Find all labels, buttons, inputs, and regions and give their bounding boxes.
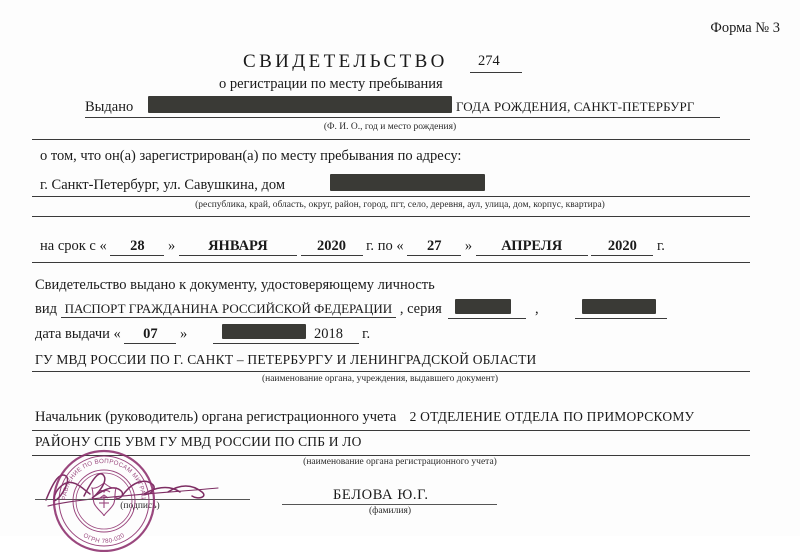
chief-row [35,409,694,426]
caption-fio: (Ф. И. О., год и место рождения) [323,122,457,132]
doc-series-label: , серия [399,301,442,317]
chief-rule [32,430,750,431]
redacted-address-block [330,174,485,191]
caption-address: (республика, край, область, округ, район, город, пгт, село, деревня, аул, улица, дом, корпус, квартира) [195,200,605,210]
redacted-passport-series [455,299,511,314]
term-from-year-suffix: г. [366,238,375,254]
term-to-month: АПРЕЛЯ [476,238,588,256]
signatory-name-rule [282,504,497,505]
official-stamp [26,447,196,552]
term-to-year: 2020 [591,238,653,256]
certificate-number: 274 [478,53,500,69]
address-rule-second [32,216,750,217]
signatory-name: БЕЛОВА Ю.Г. [333,487,429,503]
issuing-authority-rule [32,371,750,372]
doc-series-comma: , [535,301,539,317]
stamp-top-text: УПРАВЛЕНИЕ ПО ВОПРОСАМ МИГРАЦИИ [60,457,148,503]
chief-label: Начальник (руководитель) органа регистрационного учета [35,409,397,425]
issued-to-rule [85,117,720,118]
doc-type-value: ПАСПОРТ ГРАЖДАНИНА РОССИЙСКОЙ ФЕДЕРАЦИИ [61,301,397,318]
redacted-name-block [148,96,452,113]
term-from-day: 28 [110,238,164,256]
term-row [40,238,665,256]
registration-statement: о том, что он(а) зарегистрирован(а) по месту пребывания по адресу: [40,148,462,164]
doc-date-label: дата выдачи [35,326,110,342]
registration-authority-line1: 2 ОТДЕЛЕНИЕ ОТДЕЛА ПО ПРИМОРСКОМУ [409,409,695,424]
issued-to-rule-second [32,139,750,140]
doc-date-day: 07 [124,326,176,344]
caption-signature: (подпись) [120,501,160,511]
doc-date-quote-close: » [180,326,188,342]
identity-doc-type-row [35,301,596,318]
quote-open-2: « [396,238,404,254]
term-prefix: на срок с [40,238,96,254]
page-subtitle: о регистрации по месту пребывания [219,76,443,92]
quote-open: « [99,238,107,254]
issue-month-rule [213,343,315,344]
birth-year-and-place: ГОДА РОЖДЕНИЯ, САНКТ-ПЕТЕРБУРГ [456,99,695,114]
term-from-month: ЯНВАРЯ [179,238,297,256]
passport-series-rule [448,318,526,319]
stamp-bottom-text: ОГРН 780-020 [81,532,127,546]
caption-surname: (фамилия) [369,506,411,516]
address-value: г. Санкт-Петербург, ул. Савушкина, дом [40,177,286,193]
certificate-number-rule [470,72,522,73]
caption-registration-authority: (наименование органа регистрационного учета) [303,457,497,467]
doc-type-label: вид [35,301,57,317]
quote-close: » [168,238,176,254]
page-title: СВИДЕТЕЛЬСТВО [243,51,448,72]
doc-date-year-suffix: г. [362,326,371,342]
quote-close-2: » [464,238,473,254]
caption-issuing-authority: (наименование органа, учреждения, выдавшего документ) [261,374,499,384]
redacted-issue-month [222,324,306,339]
doc-date-year: 2018 [299,326,359,344]
term-rule [32,262,750,263]
doc-date-quote-open: « [113,326,121,342]
term-to-day: 27 [407,238,461,256]
identity-doc-date-row [35,326,370,344]
term-from-year: 2020 [301,238,363,256]
issuing-authority: ГУ МВД РОССИИ ПО Г. САНКТ – ПЕТЕРБУРГУ И ЛЕНИНГРАДСКОЙ ОБЛАСТИ [35,352,537,367]
term-to-year-suffix: г. [656,238,665,254]
passport-number-rule [575,318,667,319]
address-rule [32,196,750,197]
redacted-passport-number [582,299,656,314]
form-number: Форма № 3 [710,20,780,36]
issued-to-label: Выдано [85,99,134,115]
registration-authority-line2: РАЙОНУ СПБ УВМ ГУ МВД РОССИИ ПО СПБ И ЛО [35,434,362,449]
identity-doc-intro: Свидетельство выдано к документу, удостоверяющему личность [35,277,435,293]
term-to-prefix: по [377,238,393,254]
